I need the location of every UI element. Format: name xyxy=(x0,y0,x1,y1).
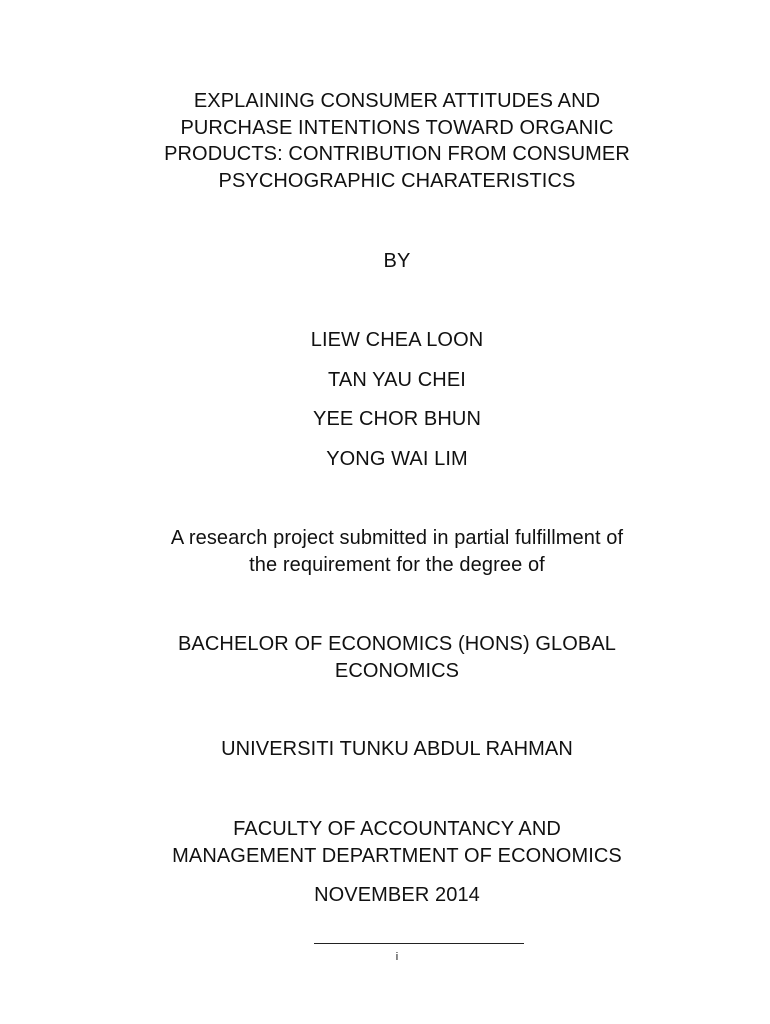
degree-name xyxy=(0,631,770,684)
thesis-title xyxy=(0,88,770,194)
page-number: i xyxy=(395,951,399,963)
degree-line: ECONOMICS xyxy=(334,659,460,682)
faculty-line: FACULTY OF ACCOUNTANCY AND xyxy=(233,818,561,840)
title-line: EXPLAINING CONSUMER ATTITUDES AND xyxy=(193,90,601,112)
title-line: PRODUCTS: CONTRIBUTION FROM CONSUMER xyxy=(164,143,630,165)
statement-line: A research project submitted in partial fulfillment of xyxy=(170,527,624,549)
author-name: YONG WAI LIM xyxy=(326,448,468,470)
title-line: PURCHASE INTENTIONS TOWARD ORGANIC xyxy=(180,116,614,139)
by-label: BY xyxy=(383,250,411,272)
submission-date: NOVEMBER 2014 xyxy=(314,884,480,906)
footer-divider xyxy=(314,943,524,944)
author-name: YEE CHOR BHUN xyxy=(313,408,481,430)
author-name: LIEW CHEA LOON xyxy=(310,329,484,351)
university-name: UNIVERSITI TUNKU ABDUL RAHMAN xyxy=(221,738,573,760)
author-name: TAN YAU CHEI xyxy=(328,369,466,391)
faculty-line: MANAGEMENT DEPARTMENT OF ECONOMICS xyxy=(172,844,622,867)
faculty-name xyxy=(0,816,770,869)
degree-line: BACHELOR OF ECONOMICS (HONS) GLOBAL xyxy=(177,633,616,655)
title-line: PSYCHOGRAPHIC CHARATERISTICS xyxy=(218,169,576,192)
submission-statement xyxy=(0,525,770,578)
statement-line: the requirement for the degree of xyxy=(249,553,545,576)
